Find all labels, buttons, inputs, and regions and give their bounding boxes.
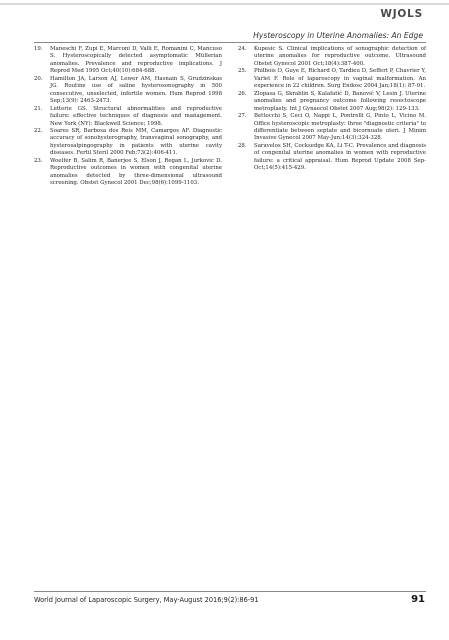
reference-number: 22. xyxy=(34,127,43,134)
footer-rule xyxy=(34,591,426,592)
reference-number: 27. xyxy=(238,113,247,120)
reference-column-left xyxy=(34,46,222,188)
reference-number: 23. xyxy=(34,157,43,164)
reference-text: Philbois O, Guye E, Richard O, Tardieu D, Seffert P, Chavrier Y, Varlet F. Role of laparoscopy in vaginal malformation. An experience in 22 children. Surg Endosc 2004 Jan;18(1): 87-91. xyxy=(254,68,426,90)
journal-citation: World Journal of Laparoscopic Surgery, May-August 2016;9(2):86-91 xyxy=(34,596,259,604)
reference-column-right xyxy=(238,46,426,188)
running-title: Hysteroscopy in Uterine Anomalies: An Edge xyxy=(253,31,423,40)
reference-number: 20. xyxy=(34,75,43,82)
reference-number: 25. xyxy=(238,68,247,75)
reference-item xyxy=(238,143,426,173)
reference-item xyxy=(34,46,222,76)
reference-number: 26. xyxy=(238,90,247,97)
reference-text: Maneschi F, Zupi E, Marconi D, Valli E, Romanini C, Mancuso S. Hysteroscopically detected asymptomatic Müllerian anomalies. Prevalence and reproductive implications. J Reprod Med 1995 Oct;40(10):684-688. xyxy=(50,46,222,75)
reference-item xyxy=(34,158,222,188)
reference-item xyxy=(238,46,426,68)
reference-text: Kupesic S. Clinical implications of sonographic detection of uterine anomalies for reproductive outcome. Ultrasound Obstet Gynecol 2001 Oct;18(4):387-400. xyxy=(254,46,426,67)
reference-item xyxy=(238,91,426,113)
reference-item xyxy=(238,113,426,143)
journal-brand: WJOLS xyxy=(380,8,423,20)
reference-number: 28. xyxy=(238,142,247,149)
header-rule xyxy=(34,42,426,43)
page-number: 91 xyxy=(411,594,425,605)
reference-text: Zlopasa G, Skrablin S, Kalafatić D, Banović V, Lesin J. Uterine anomalies and pregnancy outcome following resectoscope metroplasty. Int J Gynaecol Obstet 2007 Aug;98(2): 129-133. xyxy=(254,90,426,112)
reference-text: Woelfer B, Salim R, Banerjee S, Elson J, Regan L, Jurkovic D. Reproductive outcomes in women with congenital uterine anomalies detected by three-dimensional ultrasound screening. Obstet Gynecol 2001 Dec;98(6):1099-1103. xyxy=(50,157,222,187)
reference-text: Saravelos SH, Cocksedge KA, Li T-C. Prevalence and diagnosis of congenital uterine anomalies in women with reproductive failure: a critical appraisal. Hum Reprod Update 2008 Sep-Oct;14(5):415-429. xyxy=(254,142,426,172)
reference-item xyxy=(34,128,222,158)
top-rule xyxy=(0,3,449,5)
reference-item xyxy=(34,106,222,128)
reference-text: Hamilton JA, Larson AJ, Lower AM, Hasnain S, Grudzinskas JG. Routine use of saline hysterosonography in 500 consecutive, unselected, infertile women. Hum Reprod 1998 Sep;13(9): 2463-2473. xyxy=(50,75,222,105)
reference-text: Letterie GS. Structural abnormalities and reproductive failure: effective techniques of diagnosis and management. New York (NY): Blackwell Science; 1998. xyxy=(50,105,222,127)
reference-text: Soares SR, Barbosa dos Reis MM, Camargos AF. Diagnostic accuracy of sonohysterography, transvaginal sonography, and hysterosalpingography in patients with uterine cavity diseases. Fertil Steril 2000 Feb;73(2):406-411. xyxy=(50,127,222,157)
reference-item xyxy=(34,76,222,106)
reference-list xyxy=(34,46,426,188)
reference-text: Bettocchi S, Ceci O, Nappi L, Pontrelli G, Pinto L, Vicino M. Office hysteroscopic metroplasty: three "diagnostic criteria" to differentiate between septate and bicornuate uteri. J Minim Invasive Gynecol 2007 May-Jun;14(3):324-328. xyxy=(254,113,427,142)
reference-item xyxy=(238,68,426,90)
reference-number: 21. xyxy=(34,105,43,112)
reference-number: 19. xyxy=(34,46,43,52)
reference-number: 24. xyxy=(238,46,247,52)
